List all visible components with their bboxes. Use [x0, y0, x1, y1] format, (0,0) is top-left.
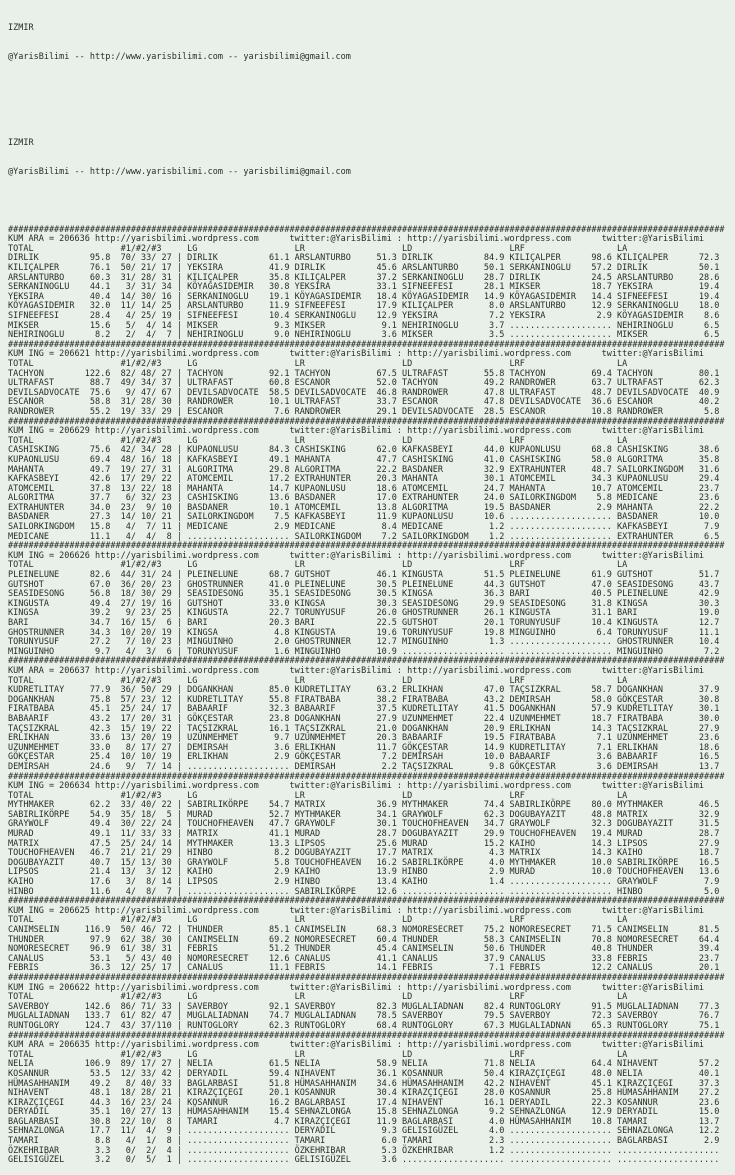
venue-title-repeat: IZMIR	[8, 138, 34, 149]
section-title: KUM ARA = 206637 http://yarisbilimi.wordpress.com twitter:@YarisBilimi : http://yarisbilimi.wordpress.com twitter:@YarisBilimi	[8, 665, 704, 676]
table-row: KIRAZÇIÇEGI 44.3 16/ 23/ 24 | KOSANNUR 16.2 BAGLARBASI 17.4 NIHAVENT 16.1 DERYADIL 22.3 KOSANNUR 23.6	[8, 1097, 725, 1108]
table-row: ATOMCEMIL 37.8 13/ 22/ 18 | MAHANTA 14.7 KUPAONLUSU 18.6 ATOMCEMIL 24.7 MAHANTA 10.7 ATOMCEMIL 23.7	[8, 483, 725, 494]
table-row: NIHAVENT 48.1 18/ 28/ 21 | KIRAZÇIÇEGI 20.1 KOSANNUR 30.4 KIRAZÇIÇEGI 28.0 KOSANNUR 25.8 HÜMASAHHANIM 27.2	[8, 1088, 725, 1099]
table-row: TACHYON 122.6 82/ 48/ 27 | TACHYON 92.1 TACHYON 67.5 ULTRAFAST 55.8 TACHYON 69.4 TACHYON 80.1	[8, 368, 725, 379]
table-row: ULTRAFAST 88.7 49/ 34/ 37 | ULTRAFAST 60.8 ESCANOR 52.0 TACHYON 49.2 RANDROWER 63.7 ULTRAFAST 62.3	[8, 378, 725, 389]
column-header-row: TOTAL #1/#2/#3 LG LR LD LRF LA	[8, 435, 628, 446]
table-row: BARI 34.7 16/ 15/ 6 | BARI 20.3 BARI 22.5 GUTSHOT 20.1 TORUNYUSUF 10.4 KINGUSTA 12.7	[8, 618, 725, 628]
table-row: SERKANINOGLU 44.1 3/ 31/ 34 | KÖYAGASIDEMIR 30.8 YEKSIRA 33.1 SIFNEEFESI 28.1 MIKSER 18.7 YEKSIRA 19.4	[8, 282, 725, 293]
table-row: PLEINELUNE 82.6 44/ 31/ 24 | PLEINELUNE 68.7 GUTSHOT 46.1 KINGUSTA 51.5 PLEINELUNE 61.9 GUTSHOT 51.7	[8, 570, 725, 581]
column-header-row: TOTAL #1/#2/#3 LG LR LD LRF LA	[8, 243, 628, 254]
table-row: NELIA 106.9 89/ 17/ 27 | NELIA 61.5 NELIA 58.9 NELIA 71.8 NELIA 64.4 NIHAVENT 57.2	[8, 1059, 725, 1070]
blank-line	[8, 82, 735, 92]
table-row: GÖKÇESTAR 25.4 10/ 10/ 19 | ERLIKHAN 2.9 GÖKÇESTAR 7.2 DEMIRSAH 10.0 BABAARIF 3.6 BABAARIF 16.5	[8, 752, 725, 763]
table-row: CASHISKING 75.6 42/ 34/ 28 | KUPAONLUSU 84.3 CASHISKING 62.0 KAFKASBEYI 44.0 KUPAONLUSU 68.8 CASHISKING 38.6	[8, 445, 725, 456]
section-title: KUM ING = 206626 http://yarisbilimi.wordpress.com twitter:@YarisBilimi : http://yarisbilimi.wordpress.com twitter:@YarisBilimi	[8, 550, 704, 561]
table-row: KILIÇALPER 76.1 50/ 21/ 17 | YEKSIRA 41.9 DIRLIK 45.6 ARSLANTURBO 50.1 SERKANINOGLU 57.2 DIRLIK 50.1	[8, 263, 725, 274]
section-title: KUM ARA = 206636 http://yarisbilimi.wordpress.com twitter:@YarisBilimi : http://yarisbilimi.wordpress.com twitter:@YarisBilimi	[8, 234, 704, 245]
contact-line-repeat: @YarisBilimi -- http://www.yarisbilimi.com -- yarisbilimi@gmail.com	[8, 167, 351, 178]
table-row: CANIMSELIN 116.9 50/ 46/ 72 | THUNDER 85.1 CANIMSELIN 68.3 NOMORESECRET 75.2 NOMORESECRET 71.5 CANIMSELIN 81.5	[8, 925, 725, 935]
table-row: MINGUINHO 9.7 4/ 3/ 6 | TORUNYUSUF 1.6 MINGUINHO 10.9 .................... .................... MINGUINHO 7.2	[8, 646, 725, 657]
section-separator: ############################################################################################################################################	[8, 972, 725, 983]
section-separator: ############################################################################################################################################	[8, 656, 725, 667]
section-separator: ############################################################################################################################################	[8, 896, 725, 907]
table-row: SABIRLIKÖRPE 54.9 35/ 18/ 5 | MURAD 52.7 MYTHMAKER 34.1 GRAYWOLF 62.3 DOGUBAYAZIT 48.8 MATRIX 32.9	[8, 809, 725, 820]
section-title: KUM ING = 206629 http://yarisbilimi.wordpress.com twitter:@YarisBilimi : http://yarisbilimi.wordpress.com twitter:@YarisBilimi	[8, 426, 704, 437]
table-row: BABAARIF 43.2 17/ 20/ 31 | GÖKÇESTAR 23.8 DOGANKHAN 27.9 UZUNMEHMET 22.4 UZUNMEHMET 18.7 FIRATBABA 30.0	[8, 713, 725, 724]
table-row: MEDICANE 11.1 4/ 4/ 8 | .................... SAILORKINGDOM 7.2 SAILORKINGDOM 1.2 .................... EXTRAHUNTER 6.5	[8, 531, 725, 542]
table-row: TORUNYUSUF 27.2 7/ 10/ 23 | MINGUINHO 2.0 GHOSTRUNNER 12.7 MINGUINHO 1.3 .................... GHOSTRUNNER 10.4	[8, 637, 725, 648]
table-row: ESCANOR 58.8 31/ 28/ 30 | RANDROWER 10.1 ULTRAFAST 33.7 ESCANOR 47.8 DEVILSADVOCATE 36.6 ESCANOR 40.2	[8, 397, 725, 408]
table-row: SEHNAZLONGA 17.7 11/ 4/ 9 | .................... DERYADIL 9.3 GELISIGÜZEL 4.0 .................... SEHNAZLONGA 12.2	[8, 1126, 725, 1137]
table-row: DOGUBAYAZIT 40.7 15/ 13/ 30 | GRAYWOLF 5.8 TOUCHOFHEAVEN 16.2 SABIRLIKÖRPE 4.0 MYTHMAKER 10.0 SABIRLIKÖRPE 16.5	[8, 857, 725, 868]
table-row: ALGORITMA 37.7 6/ 32/ 23 | CASHISKING 13.6 BASDANER 17.0 EXTRAHUNTER 24.0 SAILORKINGDOM 5.8 MEDICANE 23.6	[8, 493, 725, 504]
table-row: ERLIKHAN 33.6 13/ 20/ 19 | UZUNMEHMET 9.7 UZUNMEHMET 20.3 BABAARIF 19.5 FIRATBABA 7.1 UZUNMEHMET 23.6	[8, 733, 725, 744]
section-title: KUM ING = 206622 http://yarisbilimi.wordpress.com twitter:@YarisBilimi : http://yarisbilimi.wordpress.com twitter:@YarisBilimi	[8, 982, 704, 993]
table-row: TOUCHOFHEAVEN 46.7 21/ 21/ 29 | HINBO 8.2 DOGUBAYAZIT 17.7 MATRIX 4.3 MATRIX 14.3 KAIHO 18.7	[8, 848, 725, 859]
section-separator: ############################################################################################################################################	[8, 1030, 725, 1041]
table-row: MUGLALIADNAN 133.7 61/ 82/ 47 | MUGLALIADNAN 74.7 MUGLALIADNAN 78.5 SAVERBOY 79.5 SAVERBOY 72.3 SAVERBOY 76.7	[8, 1011, 725, 1022]
sections-container	[8, 226, 735, 1166]
table-row: KÖYAGASIDEMIR 32.0 11/ 14/ 25 | ARSLANTURBO 11.9 SIFNEEFESI 17.9 KILIÇALPER 8.0 ARSLANTURBO 12.9 SERKANINOGLU 18.0	[8, 301, 725, 312]
table-row: RANDROWER 55.2 19/ 33/ 29 | ESCANOR 7.6 RANDROWER 29.1 DEVILSADVOCATE 28.5 ESCANOR 10.8 RANDROWER 5.8	[8, 406, 725, 417]
table-row: MIKSER 15.6 5/ 4/ 14 | MIKSER 9.3 MIKSER 9.1 NEHIRINOGLU 3.7 .................... NEHIRINOGLU 6.5	[8, 320, 725, 331]
contact-line: @YarisBilimi -- http://www.yarisbilimi.com -- yarisbilimi@gmail.com	[8, 51, 351, 62]
blank-line	[8, 197, 735, 207]
table-row: BAGLARBASI 30.8 22/ 10/ 8 | TAMARI 4.7 KIRAZÇIÇEGI 11.9 BAGLARBASI 4.0 HÜMASAHHANIM 10.8 TAMARI 13.7	[8, 1116, 725, 1127]
column-header-row: TOTAL #1/#2/#3 LG LR LD LRF LA	[8, 992, 628, 1003]
table-row: GRAYWOLF 49.4 30/ 22/ 24 | TOUCHOFHEAVEN 47.7 GRAYWOLF 30.1 TOUCHOFHEAVEN 34.7 GRAYWOLF 32.3 DOGUBAYAZIT 31.5	[8, 819, 725, 830]
table-row: KAIHO 17.6 3/ 8/ 14 | LIPSOS 2.9 HINBO 13.4 KAIHO 1.4 .................... GRAYWOLF 7.9	[8, 877, 725, 888]
table-row: DEVILSADVOCATE 75.6 9/ 47/ 67 | DEVILSADVOCATE 58.5 DEVILSADVOCATE 46.8 RANDROWER 47.8 ULTRAFAST 48.7 DEVILSADVOCATE 40.9	[8, 387, 725, 398]
table-row: DERYADIL 35.1 10/ 27/ 13 | HÜMASAHHANIM 15.4 SEHNAZLONGA 15.8 SEHNAZLONGA 9.2 SEHNAZLONGA 12.9 DERYADIL 15.0	[8, 1107, 725, 1118]
table-row: RUNTOGLORY 124.7 43/ 37/110 | RUNTOGLORY 62.3 RUNTOGLORY 68.4 RUNTOGLORY 67.3 MUGLALIADNAN 65.3 RUNTOGLORY 75.1	[8, 1020, 725, 1031]
table-row: MYTHMAKER 62.2 33/ 40/ 22 | SABIRLIKÖRPE 54.7 MATRIX 36.9 MYTHMAKER 74.4 SABIRLIKÖRPE 80.0 MYTHMAKER 46.5	[8, 800, 725, 811]
table-row: TAÇSIZKRAL 42.3 15/ 19/ 22 | TAÇSIZKRAL 16.1 TAÇSIZKRAL 21.0 DOGANKHAN 20.9 ERLIKHAN 14.3 TAÇSIZKRAL 27.9	[8, 723, 725, 734]
table-row: THUNDER 97.9 62/ 38/ 30 | CANIMSELIN 69.2 NOMORESECRET 60.4 THUNDER 58.3 CANIMSELIN 70.8 NOMORESECRET 64.4	[8, 934, 725, 945]
table-row: UZUNMEHMET 33.0 8/ 17/ 27 | DEMIRSAH 3.6 ERLIKHAN 11.7 GÖKÇESTAR 14.9 KUDRETLITAY 7.1 ERLIKHAN 18.6	[8, 742, 725, 753]
table-row: TAMARI 8.8 4/ 1/ 8 | .................... TAMARI 6.0 TAMARI 2.3 .................... BAGLARBASI 2.9	[8, 1136, 725, 1147]
section-title: KUM ING = 206625 http://yarisbilimi.wordpress.com twitter:@YarisBilimi : http://yarisbilimi.wordpress.com twitter:@YarisBilimi	[8, 905, 704, 916]
table-row: KUPAONLUSU 69.4 48/ 16/ 18 | KAFKASBEYI 49.1 MAHANTA 47.7 CASHISKING 41.0 CASHISKING 58.0 ALGORITMA 35.8	[8, 454, 725, 465]
table-row: KUDRETLITAY 77.9 36/ 50/ 29 | DOGANKHAN 85.0 KUDRETLITAY 63.2 ERLIKHAN 47.0 TAÇSIZKRAL 58.7 DOGANKHAN 37.9	[8, 685, 725, 696]
table-row: EXTRAHUNTER 34.0 23/ 9/ 10 | BASDANER 10.1 ATOMCEMIL 13.8 ALGORITMA 19.5 BASDANER 2.9 MAHANTA 22.2	[8, 502, 725, 513]
table-row: HÜMASAHHANIM 49.2 8/ 40/ 33 | BAGLARBASI 51.8 HÜMASAHHANIM 34.6 HÜMASAHHANIM 42.2 NIHAVENT 45.1 KIRAZÇIÇEGI 37.3	[8, 1078, 725, 1089]
section-separator: ############################################################################################################################################	[8, 339, 725, 350]
table-row: MURAD 49.1 11/ 33/ 33 | MATRIX 41.1 MURAD 28.7 DOGUBAYAZIT 29.9 TOUCHOFHEAVEN 19.4 MURAD 28.7	[8, 829, 725, 840]
table-row: MAHANTA 49.7 19/ 27/ 31 | ALGORITMA 29.8 ALGORITMA 22.2 BASDANER 32.9 EXTRAHUNTER 48.7 SAILORKINGDOM 31.6	[8, 464, 725, 475]
table-row: GELISIGÜZEL 3.2 0/ 5/ 1 | .................... GELISIGÜZEL 3.6 .................... .................... ....................	[8, 1155, 725, 1166]
table-row: KINGSA 39.2 9/ 23/ 25 | KINGUSTA 22.7 TORUNYUSUF 26.0 GHOSTRUNNER 26.1 KINGUSTA 31.1 BARI 19.0	[8, 608, 725, 619]
section-separator: ############################################################################################################################################	[8, 541, 725, 552]
column-header-row: TOTAL #1/#2/#3 LG LR LD LRF LA	[8, 790, 628, 801]
table-row: SAVERBOY 142.6 86/ 71/ 33 | SAVERBOY 92.1 SAVERBOY 82.3 MUGLALIADNAN 82.4 RUNTOGLORY 91.5 MUGLALIADNAN 77.3	[8, 1001, 725, 1012]
section-title: KUM ING = 206634 http://yarisbilimi.wordpress.com twitter:@YarisBilimi : http://yarisbilimi.wordpress.com twitter:@YarisBilimi	[8, 781, 704, 792]
column-header-row: TOTAL #1/#2/#3 LG LR LD LRF LA	[8, 915, 628, 926]
section-separator: ############################################################################################################################################	[8, 224, 725, 235]
table-row: LIPSOS 21.4 13/ 3/ 12 | KAIHO 2.9 KAIHO 13.9 HINBO 2.9 MURAD 10.0 TOUCHOFHEAVEN 13.6	[8, 867, 725, 878]
table-row: SEASIDESONG 56.8 18/ 30/ 29 | SEASIDESONG 35.1 SEASIDESONG 30.5 KINGSA 36.3 BARI 40.5 PLEINELUNE 42.9	[8, 589, 725, 600]
column-header-row: TOTAL #1/#2/#3 LG LR LD LRF LA	[8, 560, 628, 571]
table-row: YEKSIRA 40.4 14/ 30/ 16 | SERKANINOGLU 19.1 KÖYAGASIDEMIR 18.4 KÖYAGASIDEMIR 14.9 KÖYAGASIDEMIR 14.4 SIFNEEFESI 19.4	[8, 291, 725, 302]
section-separator: ############################################################################################################################################	[8, 416, 725, 427]
table-row: ARSLANTURBO 60.3 31/ 28/ 31 | KILIÇALPER 35.8 KILIÇALPER 37.2 SERKANINOGLU 28.7 DIRLIK 24.5 ARSLANTURBO 28.6	[8, 272, 725, 283]
table-row: SIFNEEFESI 28.4 4/ 25/ 19 | SIFNEEFESI 10.4 SERKANINOGLU 12.9 YEKSIRA 7.2 YEKSIRA 2.9 KÖYAGASIDEMIR 8.6	[8, 311, 725, 321]
table-row: FIRATBABA 45.1 25/ 24/ 17 | BABAARIF 32.3 BABAARIF 37.5 KUDRETLITAY 41.5 DOGANKHAN 57.9 KUDRETLITAY 30.1	[8, 704, 725, 715]
column-header-row: TOTAL #1/#2/#3 LG LR LD LRF LA	[8, 1049, 628, 1060]
table-row: HINBO 11.6 4/ 8/ 7 | .................... SABIRLIKÖRPE 12.6 .................... .................... HINBO 5.0	[8, 886, 725, 897]
section-title: KUM ARA = 206635 http://yarisbilimi.wordpress.com twitter:@YarisBilimi : http://yarisbilimi.wordpress.com twitter:@YarisBilimi	[8, 1040, 704, 1051]
table-row: GHOSTRUNNER 34.3 10/ 20/ 19 | KINGSA 4.8 KINGUSTA 19.6 TORUNYUSUF 19.8 MINGUINHO 6.4 TORUNYUSUF 11.1	[8, 627, 725, 638]
table-row: MATRIX 47.5 25/ 24/ 14 | MYTHMAKER 13.3 LIPSOS 25.6 MURAD 15.2 KAIHO 14.3 LIPSOS 27.9	[8, 838, 725, 849]
table-row: NOMORESECRET 96.9 61/ 38/ 31 | FEBRIS 51.2 THUNDER 45.4 CANIMSELIN 50.6 THUNDER 40.8 THUNDER 39.4	[8, 944, 725, 955]
venue-title: IZMIR	[8, 23, 34, 34]
table-row: GUTSHOT 67.0 36/ 20/ 23 | GHOSTRUNNER 41.0 PLEINELUNE 30.5 PLEINELUNE 44.3 GUTSHOT 47.0 SEASIDESONG 43.7	[8, 579, 725, 590]
table-row: DIRLIK 95.8 70/ 33/ 27 | DIRLIK 61.1 ARSLANTURBO 51.3 DIRLIK 84.9 KILIÇALPER 98.6 KILIÇALPER 72.3	[8, 253, 725, 264]
table-row: ÖZKEHRIBAR 3.3 0/ 2/ 4 | .................... ÖZKEHRIBAR 5.3 ÖZKEHRIBAR 1.2 .................... ....................	[8, 1145, 725, 1156]
section-separator: ############################################################################################################################################	[8, 771, 725, 782]
table-row: DOGANKHAN 75.8 57/ 23/ 12 | KUDRETLITAY 55.8 FIRATBABA 38.2 FIRATBABA 43.2 DEMIRSAH 58.0 GÖKÇESTAR 30.8	[8, 694, 725, 705]
table-row: FEBRIS 36.3 12/ 25/ 17 | CANALUS 11.1 FEBRIS 14.1 FEBRIS 7.1 FEBRIS 12.2 CANALUS 20.1	[8, 963, 725, 974]
column-header-row: TOTAL #1/#2/#3 LG LR LD LRF LA	[8, 675, 628, 686]
column-header-row: TOTAL #1/#2/#3 LG LR LD LRF LA	[8, 358, 628, 369]
table-row: KINGUSTA 49.4 27/ 19/ 16 | GUTSHOT 33.0 KINGSA 30.3 SEASIDESONG 29.9 SEASIDESONG 31.8 KINGSA 30.3	[8, 598, 725, 609]
table-row: KAFKASBEYI 42.6 17/ 29/ 22 | ATOMCEMIL 17.2 EXTRAHUNTER 20.3 MAHANTA 30.1 ATOMCEMIL 34.3 KUPAONLUSU 29.4	[8, 474, 725, 485]
blank-line	[8, 111, 735, 121]
table-row: BASDANER 27.3 14/ 10/ 21 | SAILORKINGDOM 7.5 KAFKASBEYI 11.9 KUPAONLUSU 10.6 .................... BASDANER 10.0	[8, 512, 725, 523]
table-row: NEHIRINOGLU 8.2 2/ 4/ 7 | NEHIRINOGLU 9.0 NEHIRINOGLU 3.6 MIKSER 3.5 .................... MIKSER 6.5	[8, 330, 725, 341]
table-row: KOSANNUR 53.5 12/ 33/ 42 | DERYADIL 59.4 NIHAVENT 36.1 KOSANNUR 50.4 KIRAZÇIÇEGI 48.0 NELIA 40.1	[8, 1068, 725, 1079]
table-row: CANALUS 53.1 5/ 43/ 40 | NOMORESECRET 12.6 CANALUS 41.1 CANALUS 37.9 CANALUS 33.8 FEBRIS 23.7	[8, 953, 725, 964]
table-row: SAILORKINGDOM 15.8 4/ 7/ 11 | MEDICANE 2.9 MEDICANE 8.4 MEDICANE 1.2 .................... KAFKASBEYI 7.9	[8, 522, 725, 533]
table-row: DEMIRSAH 24.6 9/ 7/ 14 | .................... DEMIRSAH 2.2 TAÇSIZKRAL 9.8 GÖKÇESTAR 3.6 DEMIRSAH 13.7	[8, 761, 725, 772]
section-title: KUM ING = 206621 http://yarisbilimi.wordpress.com twitter:@YarisBilimi : http://yarisbilimi.wordpress.com twitter:@YarisBilimi	[8, 349, 704, 360]
